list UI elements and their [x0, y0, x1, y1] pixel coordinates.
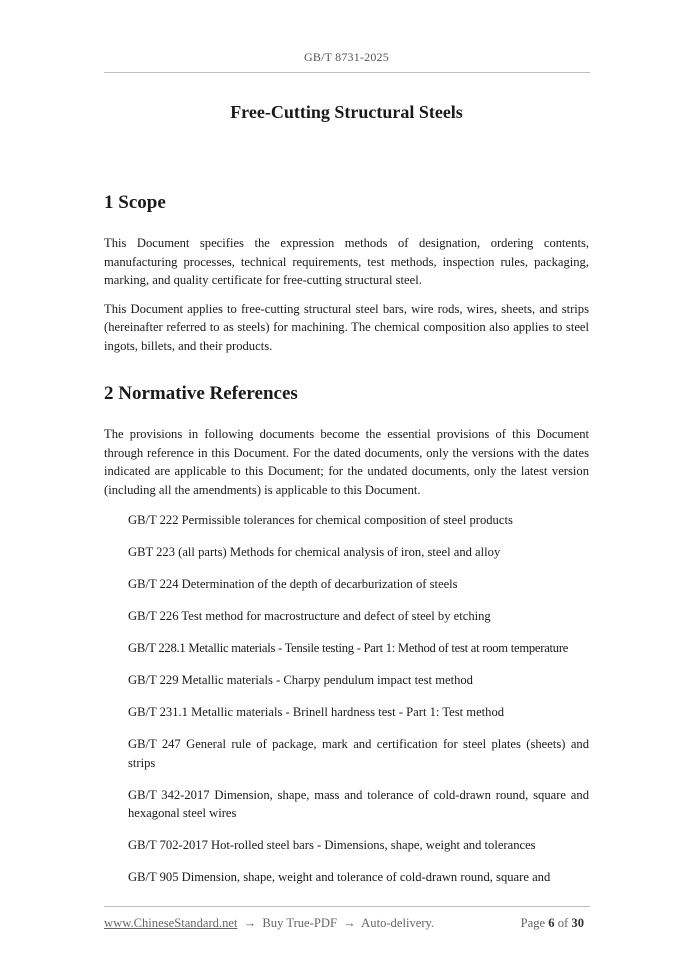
site-link[interactable]: www.ChineseStandard.net — [104, 916, 238, 930]
header-rule — [104, 72, 590, 73]
page-label: Page — [520, 916, 546, 930]
total-pages: 30 — [571, 916, 584, 930]
footer-rule — [104, 906, 590, 907]
reference-item: GB/T 342-2017 Dimension, shape, mass and tolerance of cold-drawn round, square and hexagonal steel wires — [128, 787, 589, 820]
running-header: GB/T 8731-2025 — [304, 50, 389, 64]
reference-item: GB/T 222 Permissible tolerances for chemical composition of steel products — [128, 513, 513, 527]
scope-paragraph-1: This Document specifies the expression methods of designation, ordering contents, manufacturing processes, technical requirements, test methods, inspection rules, packaging, marking, and quality certificate for free-cutting structural steel. — [104, 236, 589, 287]
arrow-right-icon: → — [243, 916, 257, 930]
reference-item: GB/T 231.1 Metallic materials - Brinell hardness test - Part 1: Test method — [128, 705, 505, 719]
document-title: Free-Cutting Structural Steels — [230, 102, 463, 122]
footer-links — [104, 916, 434, 931]
reference-item: GB/T 226 Test method for macrostructure and defect of steel by etching — [128, 609, 491, 623]
arrow-right-icon: → — [343, 916, 356, 930]
reference-item: GB/T 229 Metallic materials - Charpy pendulum impact test method — [128, 673, 473, 687]
section-heading-scope: 1 Scope — [104, 192, 166, 213]
reference-item: GB/T 224 Determination of the depth of decarburization of steels — [128, 577, 458, 591]
page-number — [521, 916, 584, 931]
buy-true-pdf-link[interactable]: Buy True-PDF — [262, 916, 337, 930]
scope-paragraph-2: This Document applies to free-cutting structural steel bars, wire rods, wires, sheets, and strips (hereinafter referred to as steels) for machining. The chemical composition also applies to steel ingots, billets, and their products. — [104, 301, 589, 353]
reference-item: GB/T 905 Dimension, shape, weight and tolerance of cold-drawn round, square and — [128, 870, 551, 884]
page-content — [104, 192, 589, 887]
auto-delivery-text: Auto-delivery. — [361, 916, 435, 930]
section-heading-normative-references: 2 Normative References — [104, 383, 298, 404]
of-label: of — [557, 916, 569, 930]
reference-item: GBT 223 (all parts) Methods for chemical analysis of iron, steel and alloy — [128, 545, 501, 559]
reference-item: GB/T 702-2017 Hot-rolled steel bars - Dimensions, shape, weight and tolerances — [128, 838, 536, 852]
current-page: 6 — [548, 916, 555, 930]
reference-list — [104, 511, 589, 887]
references-intro-paragraph: The provisions in following documents become the essential provisions of this Document through reference in this Document. For the dated documents, only the versions with the dates indicated are applicable to this Document; for the undated documents, only the latest version (including all the amendments) is applicable to this Document. — [104, 427, 589, 497]
reference-item: GB/T 247 General rule of package, mark and certification for steel plates (sheets) and strips — [128, 737, 589, 770]
reference-item: GB/T 228.1 Metallic materials - Tensile testing - Part 1: Method of test at room temperature — [128, 641, 569, 655]
